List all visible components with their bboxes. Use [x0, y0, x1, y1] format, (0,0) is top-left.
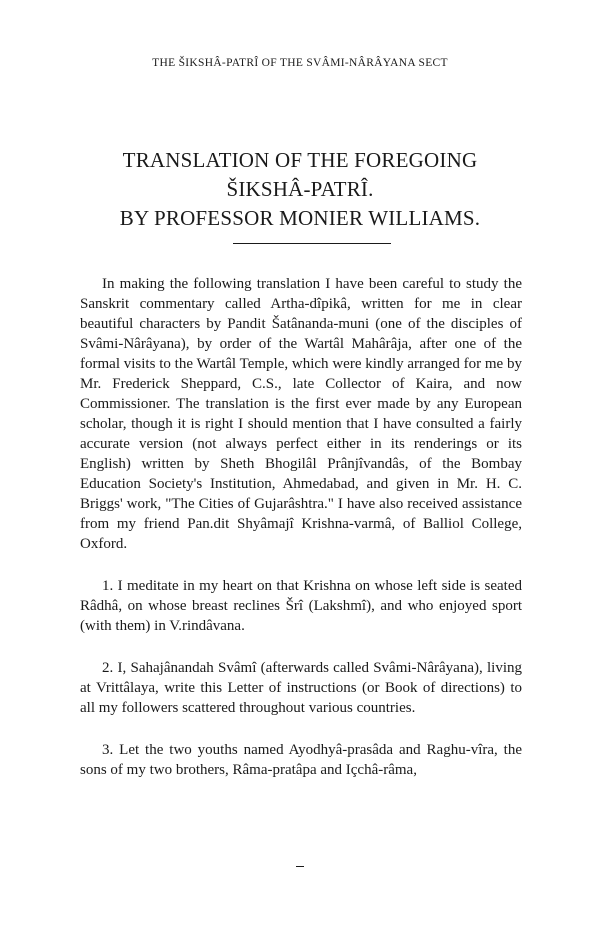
chapter-title	[0, 146, 600, 233]
title-divider	[233, 243, 391, 244]
chapter-title-line-1: TRANSLATION OF THE FOREGOING	[122, 148, 478, 172]
chapter-title-line-2: ŠIKSHÂ-PATRÎ.	[226, 177, 374, 201]
intro-paragraph: In making the following translation I have been careful to study the Sanskrit commentary called Artha-dîpikâ, written for me in clear beautiful characters by Pandit Šatânanda-muni (one of the disciples of Svâmi-Nârâyana), by order of the Wartâl Mahârâja, after one of the formal visits to the Wartâl Temple, which were kindly arranged for me by Mr. Frederick Sheppard, C.S., late Collector of Kaira, and now Commissioner. The translation is the first ever made by any European scholar, though it is right I should mention that I have consulted a fairly accurate version (not always perfect either in its renderings or its English) written by Sheth Bhogilâl Prânjîvandâs, of the Bombay Education Society's Institution, Ahmedabad, and given in Mr. H. C. Briggs' work, "The Cities of Gujarâshtra." I have also received assistance from my friend Pan.dit Shyâmajî Krishna-varmâ, of Balliol College, Oxford.	[80, 276, 522, 552]
chapter-title-line-3: BY PROFESSOR MONIER WILLIAMS.	[119, 206, 481, 230]
verse-1: 1. I meditate in my heart on that Krishna on whose left side is seated Râdhâ, on whose breast reclines Šrî (Lakshmî), and who enjoyed sport (with them) in V.rindâvana.	[80, 578, 522, 634]
verse-2: 2. I, Sahajânandah Svâmî (afterwards called Svâmi-Nârâyana), living at Vrittâlaya, write this Letter of instructions (or Book of directions) to all my followers scattered throughout various countries.	[80, 660, 522, 716]
body-text	[80, 274, 522, 802]
page-number-mark	[296, 866, 304, 867]
verse-3: 3. Let the two youths named Ayodhyâ-prasâda and Raghu-vîra, the sons of my two brothers, Râma-pratâpa and Içchâ-râma,	[80, 742, 522, 778]
running-head: THE ŠIKSHÂ-PATRÎ OF THE SVÂMI-NÂRÂYANA SECT	[152, 57, 448, 69]
